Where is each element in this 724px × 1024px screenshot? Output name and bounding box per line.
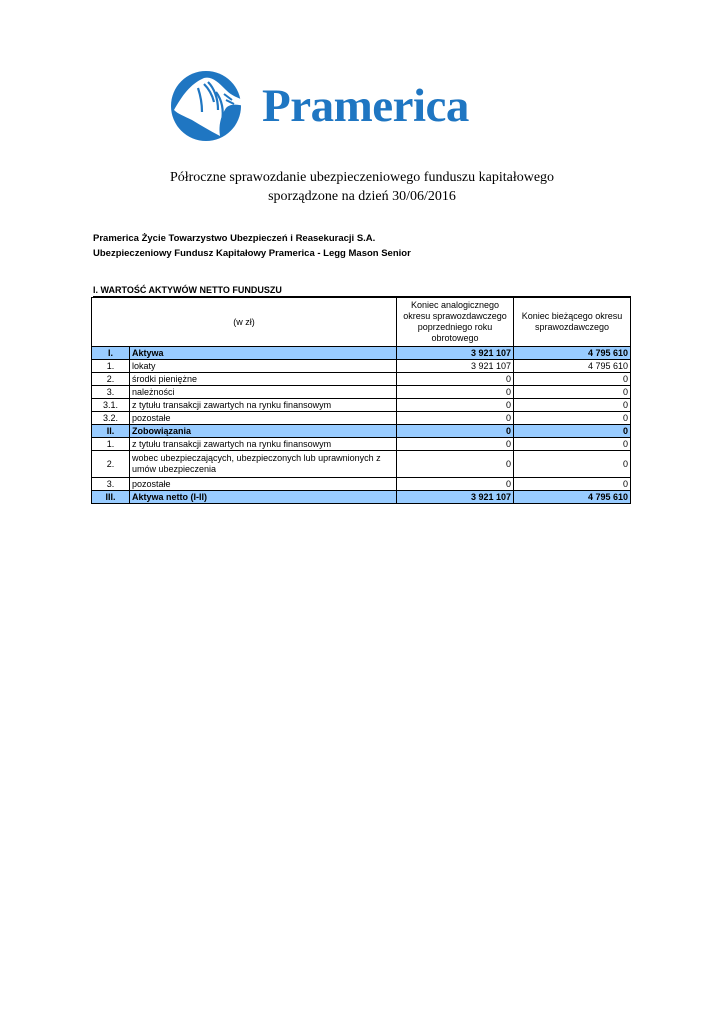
current-period-header: Koniec bieżącego okresu sprawozdawczego: [514, 298, 631, 347]
row-label: środki pieniężne: [130, 373, 397, 386]
current-period-value: 0: [514, 373, 631, 386]
prev-period-value: 3 921 107: [397, 347, 514, 360]
prev-period-value: 0: [397, 373, 514, 386]
row-number: 3.2.: [92, 412, 130, 425]
prev-period-value: 3 921 107: [397, 491, 514, 504]
prev-period-value: 0: [397, 451, 514, 478]
row-number: 3.1.: [92, 399, 130, 412]
current-period-value: 0: [514, 399, 631, 412]
row-label: Zobowiązania: [130, 425, 397, 438]
prev-period-value: 0: [397, 438, 514, 451]
prev-period-value: 0: [397, 478, 514, 491]
table-row: [92, 360, 631, 373]
row-label: lokaty: [130, 360, 397, 373]
report-title-line2: sporządzone na dzień 30/06/2016: [268, 189, 456, 204]
current-period-value: 0: [514, 425, 631, 438]
pramerica-logo: [168, 70, 498, 142]
table-row: [92, 412, 631, 425]
prev-period-value: 0: [397, 425, 514, 438]
prev-period-value: 0: [397, 386, 514, 399]
table-row: [92, 451, 631, 478]
row-label: Aktywa netto (I-II): [130, 491, 397, 504]
current-period-value: 0: [514, 478, 631, 491]
row-label: pozostałe: [130, 478, 397, 491]
prev-period-value: 3 921 107: [397, 360, 514, 373]
rock-mountain-icon: [168, 70, 248, 142]
company-name: Pramerica Życie Towarzystwo Ubezpieczeń i Reasekuracji S.A.: [93, 233, 376, 244]
current-period-value: 4 795 610: [514, 360, 631, 373]
current-period-value: 0: [514, 412, 631, 425]
row-label: wobec ubezpieczających, ubezpieczonych lub uprawnionych z umów ubezpieczenia: [130, 451, 397, 478]
current-period-value: 4 795 610: [514, 347, 631, 360]
logo-wordmark: Pramerica: [262, 80, 469, 132]
row-number: 1.: [92, 360, 130, 373]
current-period-value: 0: [514, 438, 631, 451]
row-number: II.: [92, 425, 130, 438]
row-label: pozostałe: [130, 412, 397, 425]
table-row: [92, 373, 631, 386]
prev-period-value: 0: [397, 412, 514, 425]
current-period-value: 4 795 610: [514, 491, 631, 504]
table-row: [92, 478, 631, 491]
row-label: Aktywa: [130, 347, 397, 360]
table-row: [92, 491, 631, 504]
section-title: I. WARTOŚĆ AKTYWÓW NETTO FUNDUSZU: [93, 285, 282, 295]
row-label: z tytułu transakcji zawartych na rynku finansowym: [130, 438, 397, 451]
table-row: [92, 386, 631, 399]
table-row: [92, 438, 631, 451]
current-period-value: 0: [514, 386, 631, 399]
row-number: III.: [92, 491, 130, 504]
table-row: [92, 425, 631, 438]
report-title-line1: Półroczne sprawozdanie ubezpieczeniowego funduszu kapitałowego: [169, 170, 555, 185]
row-number: 2.: [92, 373, 130, 386]
row-label: należności: [130, 386, 397, 399]
current-period-value: 0: [514, 451, 631, 478]
row-number: 2.: [92, 451, 130, 478]
table-row: [92, 399, 631, 412]
row-number: 3.: [92, 386, 130, 399]
row-number: 3.: [92, 478, 130, 491]
prev-period-header: Koniec analogicznego okresu sprawozdawczego poprzedniego roku obrotowego: [397, 298, 514, 347]
unit-header: (w zł): [92, 298, 397, 347]
report-title: [0, 168, 724, 206]
company-info: [93, 231, 411, 261]
row-label: z tytułu transakcji zawartych na rynku finansowym: [130, 399, 397, 412]
table-row: [92, 347, 631, 360]
fund-name: Ubezpieczeniowy Fundusz Kapitałowy Pramerica - Legg Mason Senior: [93, 248, 411, 259]
prev-period-value: 0: [397, 399, 514, 412]
net-assets-table: [91, 297, 631, 504]
table-header-row: [92, 298, 631, 347]
row-number: 1.: [92, 438, 130, 451]
row-number: I.: [92, 347, 130, 360]
